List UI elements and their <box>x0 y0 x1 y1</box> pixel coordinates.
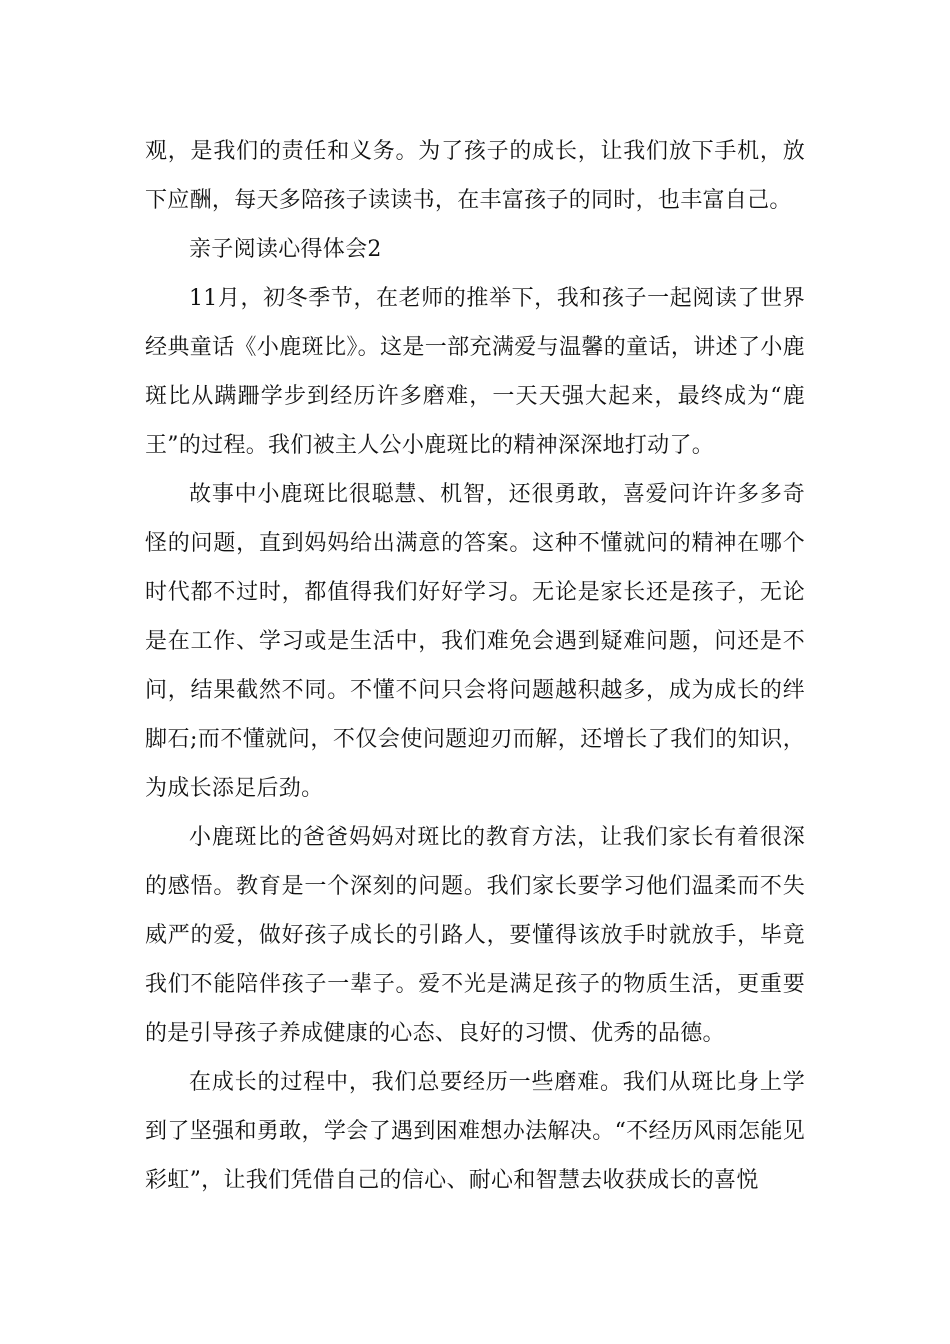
paragraph-curiosity: 故事中小鹿斑比很聪慧、机智，还很勇敢，喜爱问许许多多奇怪的问题，直到妈妈给出满意的答案。这种不懂就问的精神在哪个时代都不过时，都值得我们好好学习。无论是家长还是孩子，无论是在工作、学习或是生活中，我们难免会遇到疑难问题，问还是不问，结果截然不同。不懂不问只会将问题越积越多，成为成长的绊脚石;而不懂就问，不仅会使问题迎刃而解，还增长了我们的知识，为成长添足后劲。 <box>145 482 805 801</box>
paragraph-parenting: 小鹿斑比的爸爸妈妈对斑比的教育方法，让我们家长有着很深的感悟。教育是一个深刻的问题。我们家长要学习他们温柔而不失威严的爱，做好孩子成长的引路人，要懂得该放手时就放手，毕竟我们不能陪伴孩子一辈子。爱不光是满足孩子的物质生活，更重要的是引导孩子养成健康的心态、良好的习惯、优秀的品德。 <box>145 825 805 1046</box>
section-heading: 亲子阅读心得体会2 <box>189 237 382 262</box>
paragraph-continuation: 观，是我们的责任和义务。为了孩子的成长，让我们放下手机，放下应酬，每天多陪孩子读读书，在丰富孩子的同时，也丰富自己。 <box>145 139 805 213</box>
paragraph-growth: 在成长的过程中，我们总要经历一些磨难。我们从斑比身上学到了坚强和勇敢，学会了遇到困难想办法解决。“不经历风雨怎能见彩虹”，让我们凭借自己的信心、耐心和智慧去收获成长的喜悦 <box>145 1070 805 1193</box>
document-body <box>145 127 805 1205</box>
paragraph-intro: 11月，初冬季节，在老师的推举下，我和孩子一起阅读了世界经典童话《小鹿斑比》。这是一部充满爱与温馨的童话，讲述了小鹿斑比从蹒跚学步到经历许多磨难，一天天强大起来，最终成为“鹿王”的过程。我们被主人公小鹿斑比的精神深深地打动了。 <box>145 286 805 458</box>
